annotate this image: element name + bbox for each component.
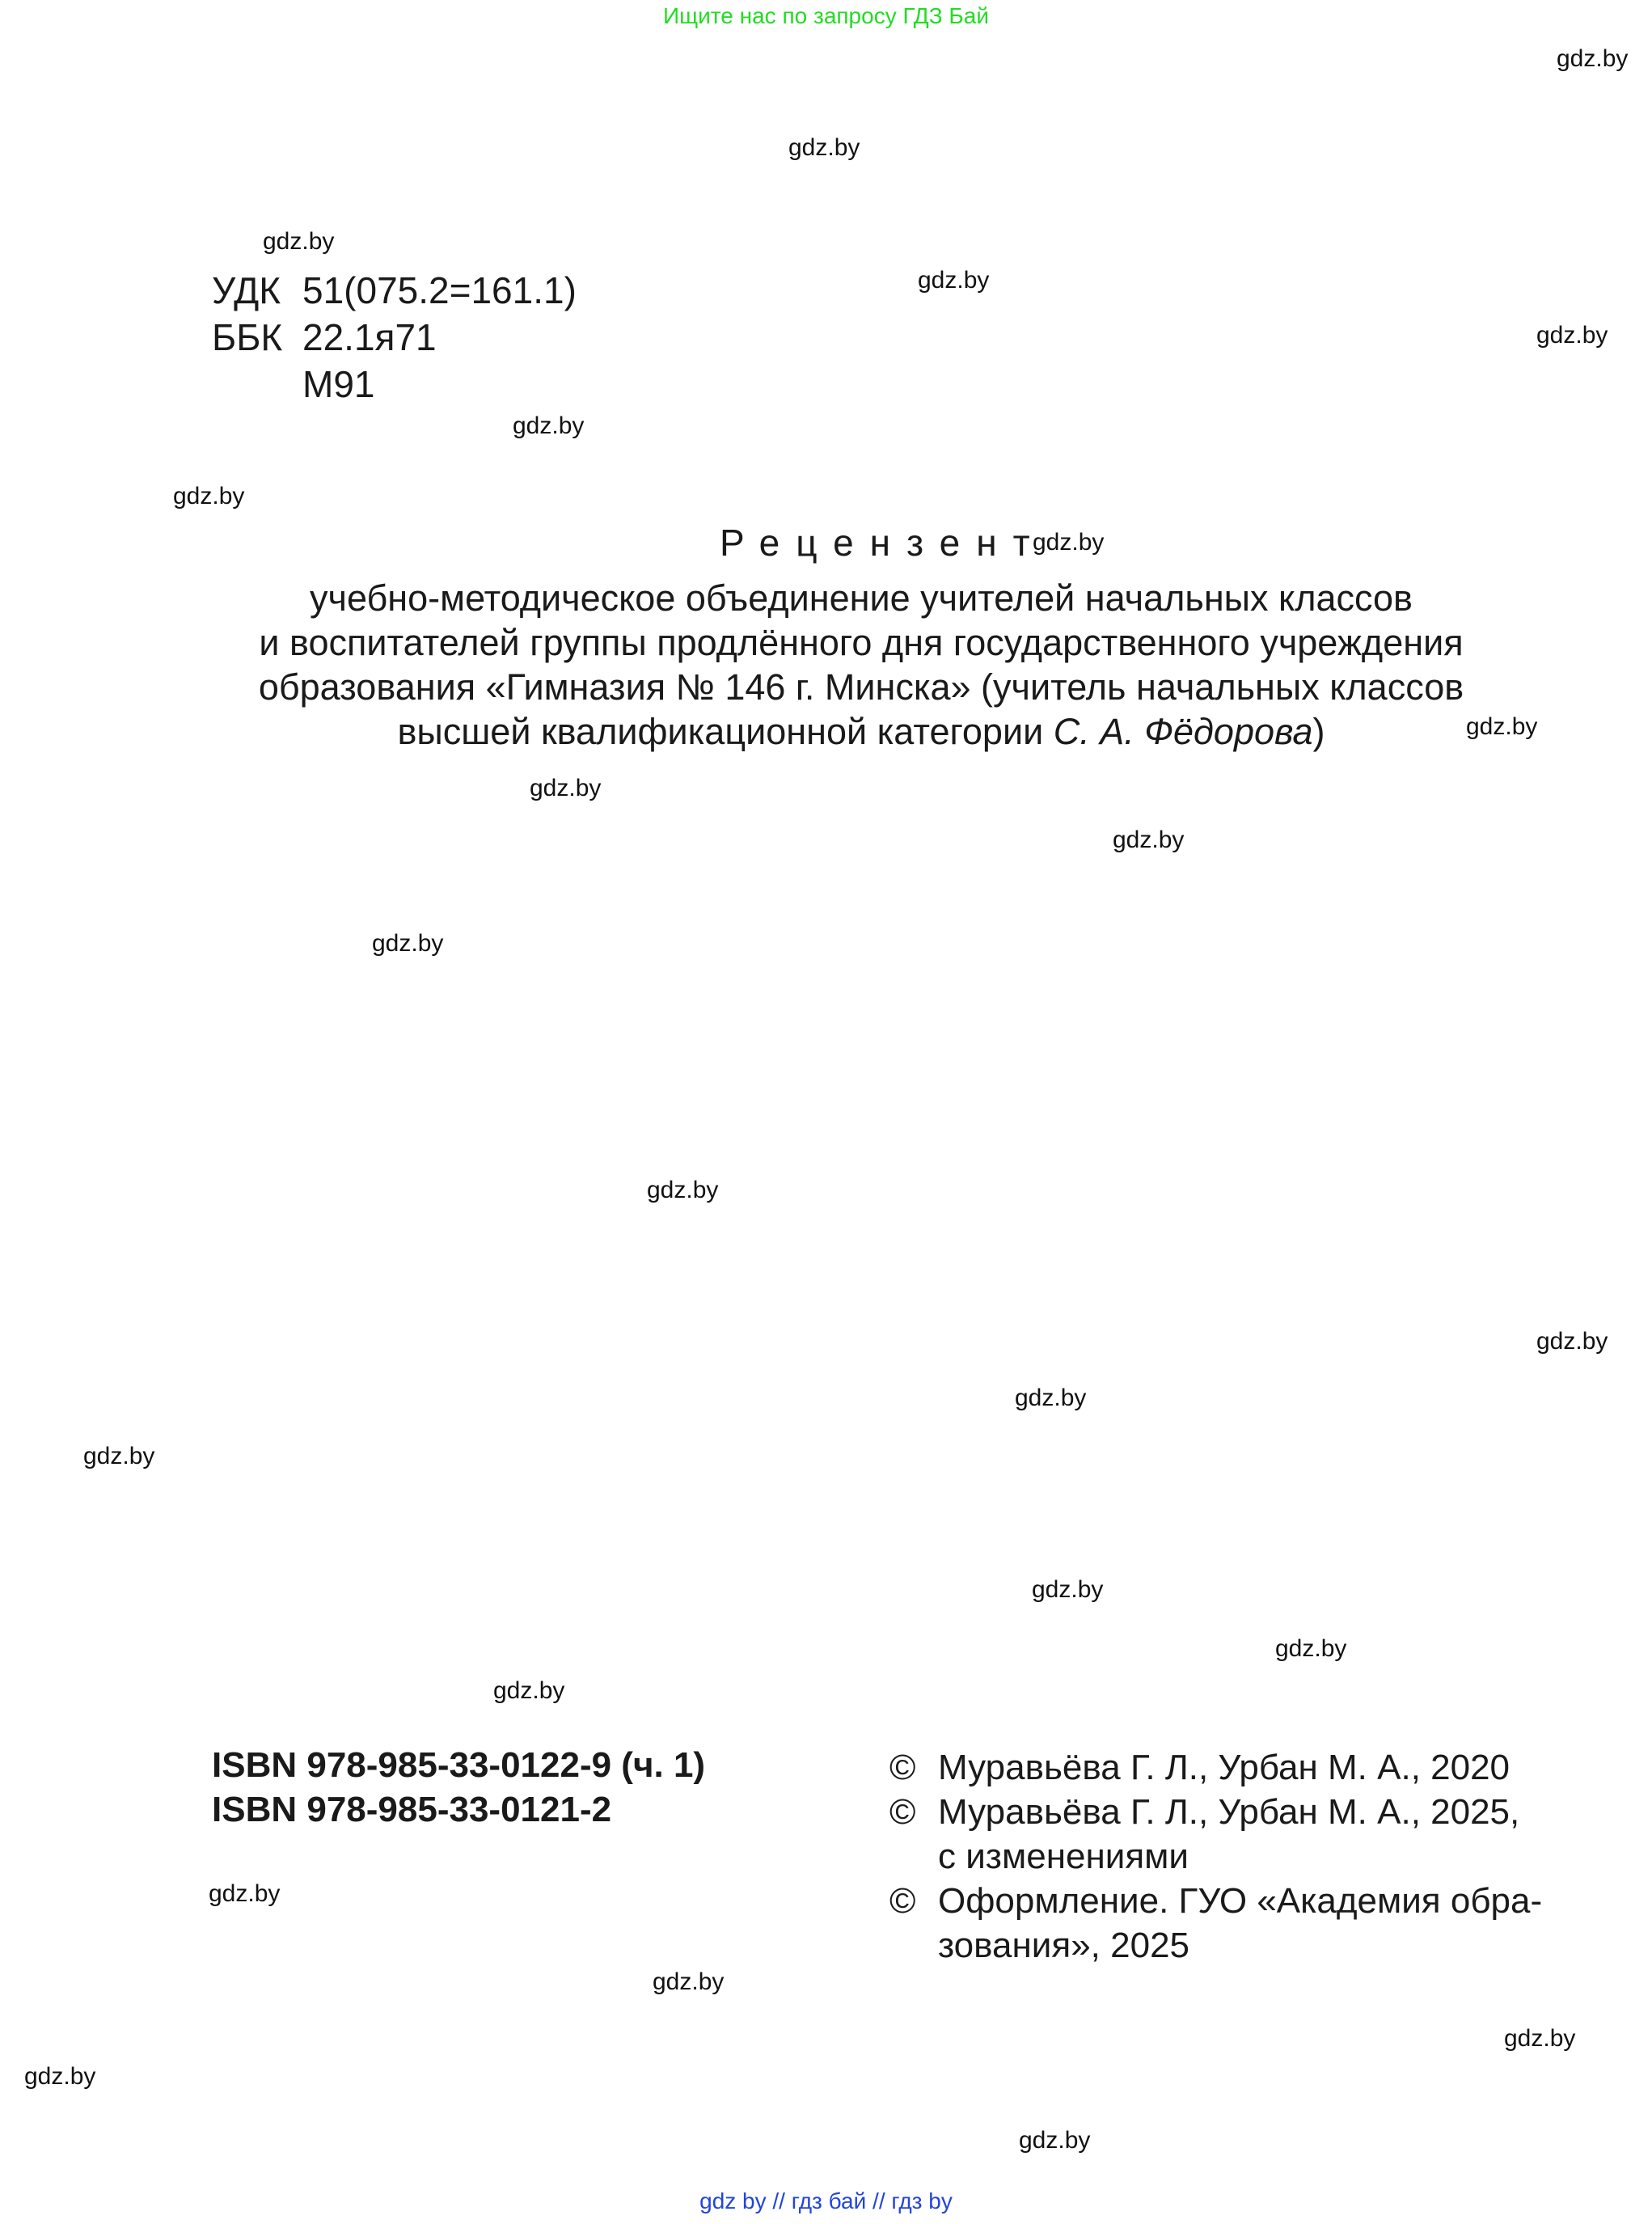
watermark: gdz.by bbox=[372, 930, 444, 957]
watermark: gdz.by bbox=[513, 412, 585, 439]
udk-label: УДК bbox=[212, 269, 281, 311]
watermark: gdz.by bbox=[788, 134, 860, 161]
watermark: gdz.by bbox=[493, 1677, 565, 1704]
watermark: gdz.by bbox=[83, 1443, 155, 1469]
udk-line bbox=[212, 268, 577, 312]
bbk-label: ББК bbox=[212, 316, 283, 358]
copyright-text: Муравьёва Г. Л., Урбан М. А., 2025, bbox=[938, 1792, 1520, 1832]
reviewer-line: образования «Гимназия № 146 г. Минска» (учитель начальных классов bbox=[258, 666, 1464, 708]
isbn-set: ISBN 978-985-33-0121-2 bbox=[212, 1790, 612, 1829]
reviewer-text bbox=[162, 576, 1561, 754]
copyright-text: Муравьёва Г. Л., Урбан М. А., 2020 bbox=[938, 1748, 1510, 1787]
reviewer-line: учебно-методическое объединение учителей начальных классов bbox=[310, 577, 1413, 619]
reviewer-line-text: высшей квалификационной категории bbox=[397, 711, 1054, 752]
watermark: gdz.by bbox=[173, 483, 245, 509]
copyright-text: зования», 2025 bbox=[938, 1926, 1190, 1965]
reviewer-line bbox=[162, 709, 1561, 754]
copyright-symbol: © bbox=[889, 1748, 916, 1787]
watermark: gdz.by bbox=[1032, 1576, 1104, 1603]
copyright-symbol: © bbox=[889, 1881, 916, 1921]
copyright-text: с изменениями bbox=[938, 1837, 1189, 1876]
bbk-value: 22.1я71 bbox=[302, 316, 437, 358]
author-sign: М91 bbox=[302, 363, 375, 405]
watermark: gdz.by bbox=[647, 1177, 719, 1203]
footer-links[interactable]: gdz by // гдз бай // гдз by bbox=[699, 2188, 953, 2213]
watermark: gdz.by bbox=[1536, 1328, 1608, 1355]
watermark: gdz.by bbox=[918, 267, 990, 294]
watermark: gdz.by bbox=[1033, 529, 1105, 556]
watermark: gdz.by bbox=[1019, 2127, 1091, 2154]
watermark: gdz.by bbox=[530, 775, 602, 801]
reviewer-name: С. А. Фёдорова bbox=[1053, 711, 1313, 752]
copyright-text: Оформление. ГУО «Академия обра- bbox=[938, 1881, 1543, 1921]
reviewer-line-end: ) bbox=[1312, 711, 1325, 752]
isbn-part: ISBN 978-985-33-0122-9 (ч. 1) bbox=[212, 1745, 706, 1785]
watermark: gdz.by bbox=[1466, 713, 1538, 740]
udk-value: 51(075.2=161.1) bbox=[302, 269, 577, 311]
watermark: gdz.by bbox=[24, 2063, 96, 2090]
watermark: gdz.by bbox=[1536, 322, 1608, 349]
watermark: gdz.by bbox=[1557, 45, 1629, 72]
watermark: gdz.by bbox=[653, 1968, 725, 1995]
watermark: gdz.by bbox=[1113, 827, 1185, 853]
top-banner: Ищите нас по запросу ГДЗ Бай bbox=[662, 3, 990, 28]
watermark: gdz.by bbox=[1275, 1635, 1347, 1662]
watermark: gdz.by bbox=[209, 1880, 281, 1907]
watermark: gdz.by bbox=[263, 228, 335, 255]
reviewer-heading: Рецензент bbox=[720, 522, 1046, 564]
watermark: gdz.by bbox=[1015, 1385, 1087, 1411]
watermark: gdz.by bbox=[1504, 2025, 1576, 2052]
bbk-line bbox=[212, 315, 437, 359]
copyright-symbol: © bbox=[889, 1792, 916, 1832]
reviewer-line: и воспитателей группы продлённого дня государственного учреждения bbox=[259, 622, 1464, 663]
